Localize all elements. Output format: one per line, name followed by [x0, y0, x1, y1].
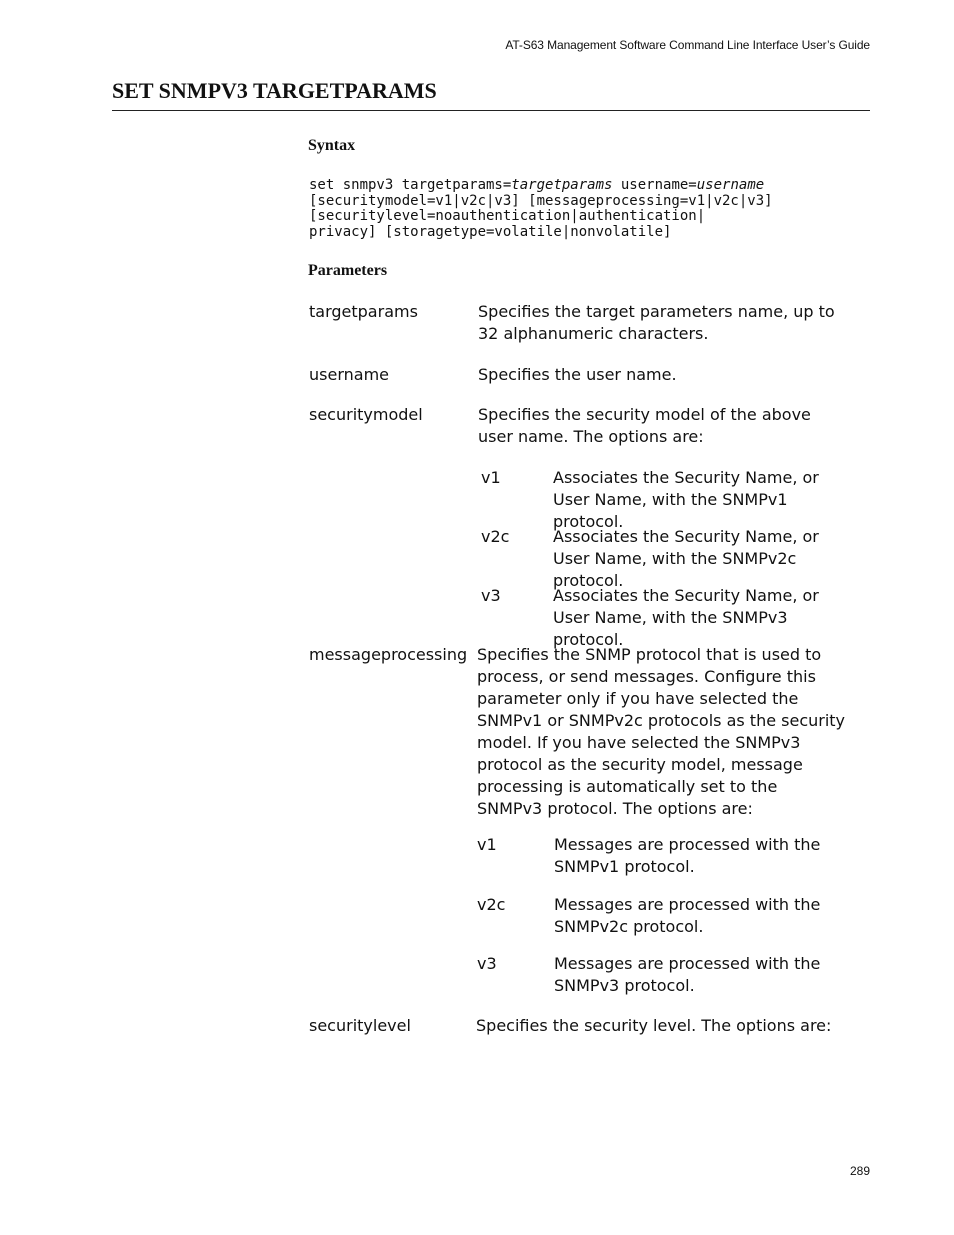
- param-name-messageprocessing: messageprocessing: [309, 645, 468, 664]
- syntax-line-4: privacy] [storagetype=volatile|nonvolatile]: [309, 223, 672, 240]
- syntax-line-1-a: set snmpv3 targetparams=: [309, 177, 512, 193]
- option-name: v3: [481, 586, 501, 605]
- page-title: SET SNMPV3 TARGETPARAMS: [112, 78, 437, 103]
- option-name: v3: [477, 954, 497, 973]
- option-name: v2c: [477, 895, 506, 914]
- param-desc-securitymodel: Specifies the security model of the above user name. The options are:: [478, 405, 811, 446]
- option-desc: Associates the Security Name, or User Name, with the SNMPv3 protocol.: [553, 586, 819, 649]
- syntax-line-1-c: username=: [612, 177, 697, 193]
- syntax-line-2: [securitymodel=v1|v2c|v3] [messageprocessing=v1|v2c|v3]: [309, 192, 773, 209]
- running-header: AT-S63 Management Software Command Line Interface User’s Guide: [505, 38, 870, 52]
- page-number: 289: [849, 1164, 870, 1178]
- syntax-line-1-b: targetparams: [511, 177, 613, 193]
- syntax-block: [309, 178, 773, 240]
- option-desc: Messages are processed with the SNMPv2c protocol.: [554, 895, 821, 936]
- param-name-securitymodel: securitymodel: [309, 405, 423, 424]
- syntax-heading: Syntax: [308, 137, 356, 154]
- option-desc: Associates the Security Name, or User Name, with the SNMPv1 protocol.: [553, 468, 819, 531]
- option-name: v1: [481, 468, 501, 487]
- option-name: v2c: [481, 527, 510, 546]
- param-name-targetparams: targetparams: [309, 302, 418, 321]
- syntax-line-1-d: username: [696, 177, 765, 193]
- param-name-username: username: [309, 365, 389, 384]
- parameters-heading: Parameters: [308, 262, 388, 279]
- option-desc: Messages are processed with the SNMPv3 protocol.: [554, 954, 821, 995]
- option-name: v1: [477, 835, 497, 854]
- syntax-line-3: [securitylevel=noauthentication|authentication|: [309, 208, 706, 225]
- param-desc-securitylevel: Specifies the security level. The options are:: [476, 1016, 832, 1035]
- param-desc-username: Specifies the user name.: [478, 365, 677, 384]
- param-desc-messageprocessing: Specifies the SNMP protocol that is used to process, or send messages. Configure this parameter only if you have selected the SNMPv1 or SNMPv2c protocols as the security model. If you have selected the SNMPv3 protocol as the security model, message processing is automatically set to the SNMPv3 protocol. The options are:: [477, 645, 846, 818]
- param-desc-targetparams: Specifies the target parameters name, up to 32 alphanumeric characters.: [478, 302, 835, 343]
- param-name-securitylevel: securitylevel: [309, 1016, 411, 1035]
- option-desc: Messages are processed with the SNMPv1 protocol.: [554, 835, 821, 876]
- title-rule: [112, 110, 870, 111]
- option-desc: Associates the Security Name, or User Name, with the SNMPv2c protocol.: [553, 527, 819, 590]
